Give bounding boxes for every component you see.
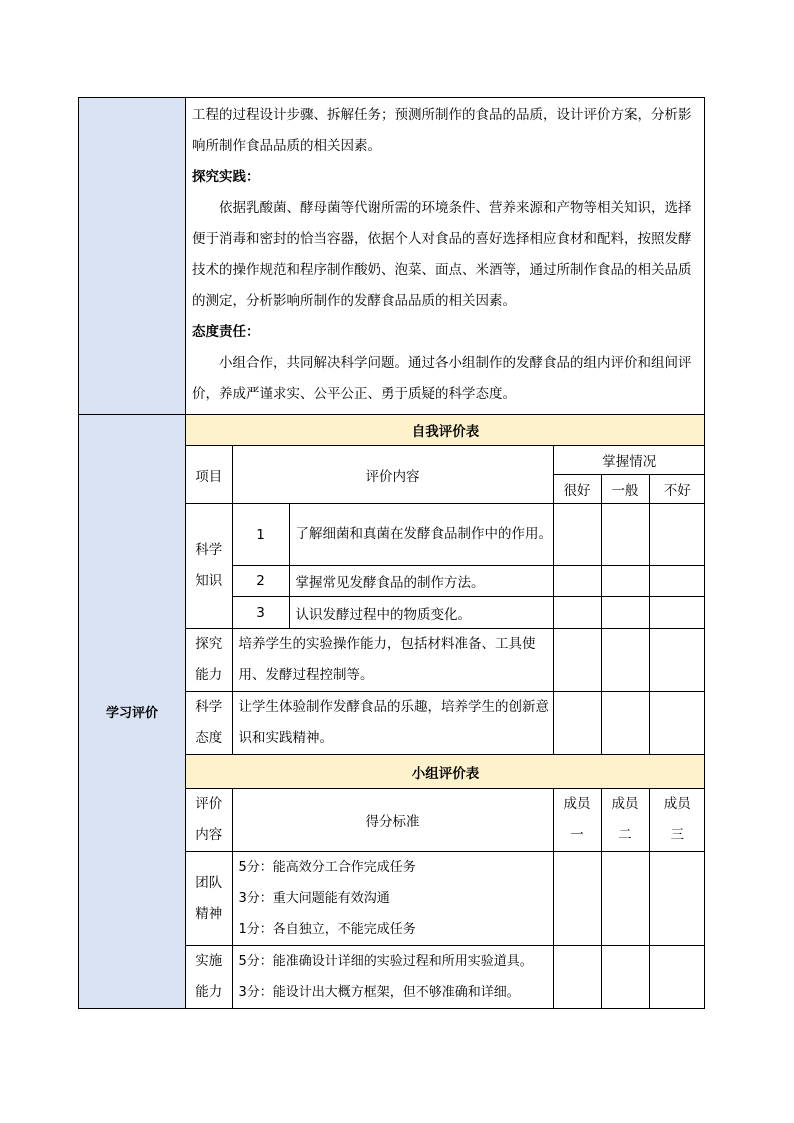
row-text: 掌握常见发酵食品的制作方法。 bbox=[289, 566, 553, 597]
check-cell[interactable] bbox=[649, 629, 705, 692]
check-cell[interactable] bbox=[601, 566, 649, 597]
item-attitude: 科学态度 bbox=[186, 692, 232, 755]
heading-attitude: 态度责任： bbox=[192, 324, 260, 340]
item-team: 团队精神 bbox=[186, 852, 232, 946]
eval-container bbox=[186, 415, 705, 1009]
self-eval-title: 自我评价表 bbox=[186, 415, 705, 446]
check-cell[interactable] bbox=[553, 504, 601, 566]
level-good: 很好 bbox=[553, 475, 601, 504]
check-cell[interactable] bbox=[553, 629, 601, 692]
criteria-line: 3分：重大问题能有效沟通 bbox=[238, 891, 390, 906]
paragraph-explore: 依据乳酸菌、酵母菌等代谢所需的环境条件、营养来源和产物等相关知识，选择便于消毒和密封的恰当容器，依据个人对食品的喜好选择相应食材和配料，按照发酵技术的操作规范和程序制作酸奶、泡菜、面点、米酒等，通过所制作食品的相关品质的测定，分析影响所制作的发酵食品品质的相关因素。 bbox=[192, 200, 692, 309]
item-explore: 探究能力 bbox=[186, 629, 232, 692]
check-cell[interactable] bbox=[553, 692, 601, 755]
row-num: 3 bbox=[232, 597, 289, 629]
criteria-line: 3分：能设计出大概方框架，但不够准确和详细。 bbox=[238, 985, 520, 1000]
heading-explore: 探究实践： bbox=[192, 169, 260, 185]
row-text: 让学生体验制作发酵食品的乐趣，培养学生的创新意识和实践精神。 bbox=[232, 692, 553, 755]
level-average: 一般 bbox=[601, 475, 649, 504]
check-cell[interactable] bbox=[601, 504, 649, 566]
eval-table bbox=[186, 415, 705, 1008]
check-cell[interactable] bbox=[649, 597, 705, 629]
row-text: 认识发酵过程中的物质变化。 bbox=[289, 597, 553, 629]
score-cell[interactable] bbox=[601, 946, 649, 1009]
row-num: 1 bbox=[232, 504, 289, 566]
score-cell[interactable] bbox=[553, 946, 601, 1009]
side-label: 学习评价 bbox=[105, 706, 158, 721]
group-science: 科学知识 bbox=[186, 504, 232, 629]
group-eval-title: 小组评价表 bbox=[186, 755, 705, 789]
check-cell[interactable] bbox=[601, 692, 649, 755]
header-mastery: 掌握情况 bbox=[553, 446, 705, 475]
check-cell[interactable] bbox=[649, 692, 705, 755]
header-eval-content: 评价内容 bbox=[186, 789, 232, 852]
check-cell[interactable] bbox=[553, 597, 601, 629]
check-cell[interactable] bbox=[601, 597, 649, 629]
header-member-2: 成员二 bbox=[601, 789, 649, 852]
criteria-line: 5分：能高效分工合作完成任务 bbox=[238, 860, 416, 875]
document-page bbox=[78, 97, 704, 1009]
paragraph-attitude: 小组合作，共同解决科学问题。通过各小组制作的发酵食品的组内评价和组间评价，养成严谨求实、公平公正、勇于质疑的科学态度。 bbox=[192, 355, 692, 402]
score-cell[interactable] bbox=[601, 852, 649, 946]
side-cell-top bbox=[79, 98, 186, 415]
top-text-cell bbox=[186, 98, 705, 415]
score-cell[interactable] bbox=[553, 852, 601, 946]
row-text: 了解细菌和真菌在发酵食品制作中的作用。 bbox=[289, 504, 553, 566]
paragraph-design: 工程的过程设计步骤、拆解任务；预测所制作的食品的品质，设计评价方案，分析影响所制作食品品质的相关因素。 bbox=[192, 107, 692, 154]
row-text: 培养学生的实验操作能力，包括材料准备、工具使用、发酵过程控制等。 bbox=[232, 629, 553, 692]
row-num: 2 bbox=[232, 566, 289, 597]
score-cell[interactable] bbox=[649, 946, 705, 1009]
impl-criteria bbox=[232, 946, 553, 1009]
outer-table bbox=[78, 97, 705, 1009]
check-cell[interactable] bbox=[649, 504, 705, 566]
header-standard: 得分标准 bbox=[232, 789, 553, 852]
team-criteria bbox=[232, 852, 553, 946]
criteria-line: 5分：能准确设计详细的实验过程和所用实验道具。 bbox=[238, 954, 533, 969]
check-cell[interactable] bbox=[649, 566, 705, 597]
criteria-line: 1分：各自独立，不能完成任务 bbox=[238, 922, 416, 937]
header-item: 项目 bbox=[186, 446, 232, 504]
header-member-1: 成员一 bbox=[553, 789, 601, 852]
score-cell[interactable] bbox=[649, 852, 705, 946]
check-cell[interactable] bbox=[601, 629, 649, 692]
side-label-cell bbox=[79, 415, 186, 1009]
header-member-3: 成员三 bbox=[649, 789, 705, 852]
item-impl: 实施能力 bbox=[186, 946, 232, 1009]
level-poor: 不好 bbox=[649, 475, 705, 504]
header-content: 评价内容 bbox=[232, 446, 553, 504]
check-cell[interactable] bbox=[553, 566, 601, 597]
